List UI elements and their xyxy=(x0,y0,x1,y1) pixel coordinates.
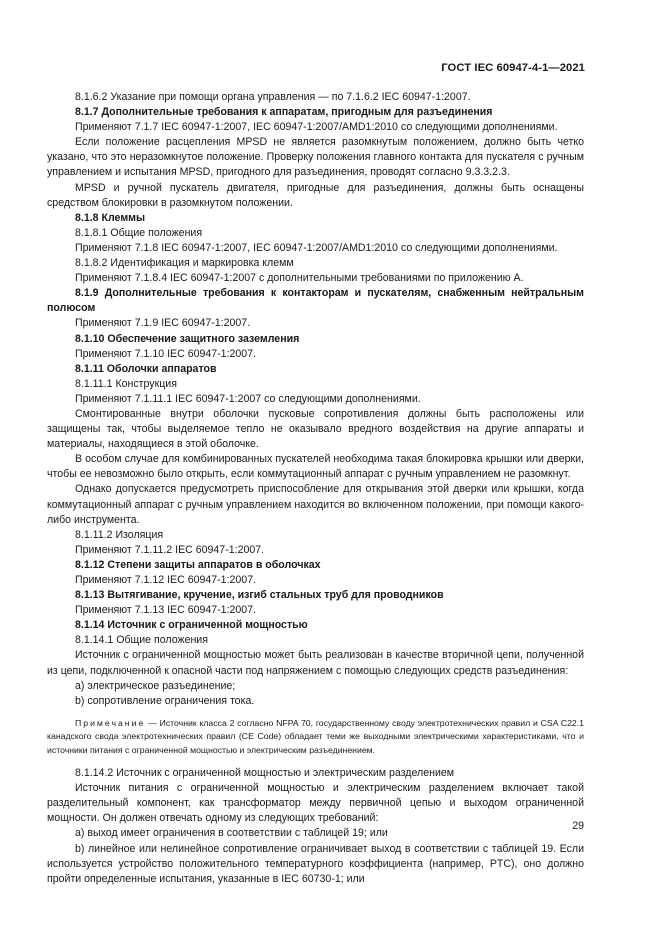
note-label: Примечание xyxy=(75,717,146,728)
paragraph: Однако допускается предусмотреть приспособление для открывания этой дверки или крышки, когда коммутационный аппарат с ручным управлением находится во включенном положении, при помощи какого-либо инструмента. xyxy=(47,483,584,526)
paragraph: Если положение расцепления MPSD не является разомкнутым положением, должно быть четко указано, что это неразомкнутое положение. Проверку положения главного контакта для пускателя с ручным управлением и испытания MPSD, пригодного для разъединения, проводят согласно 9.3.3.2.3. xyxy=(47,136,584,179)
paragraph: Применяют 7.1.9 IEC 60947-1:2007. xyxy=(75,317,251,330)
section-heading: 8.1.10 Обеспечение защитного заземления xyxy=(75,332,300,345)
subsection-heading: 8.1.14.1 Общие положения xyxy=(75,634,208,647)
list-item: b) линейное или нелинейное сопротивление ограничивает выход в соответствии с таблицей 19. Если используется устройство положительного температурного коэффициента (например, PTC), оно должно пройти определенные испытания, указанные в IEC 60730-1; или xyxy=(47,842,584,885)
list-item: b) сопротивление ограничения тока. xyxy=(75,694,255,707)
section-heading: 8.1.12 Степени защиты аппаратов в оболочках xyxy=(75,558,321,571)
paragraph: В особом случае для комбинированных пускателей необходима такая блокировка крышки или дверки, чтобы ее невозможно было открыть, если коммутационный аппарат с ручным управлением не разомкнут. xyxy=(47,453,584,481)
paragraph: Применяют 7.1.8 IEC 60947-1:2007, IEC 60947-1:2007/AMD1:2010 со следующими дополнениями. xyxy=(75,241,558,254)
subsection-heading: 8.1.11.2 Изоляция xyxy=(75,528,164,541)
subsection-heading: 8.1.14.2 Источник с ограниченной мощностью и электрическим разделением xyxy=(75,767,455,780)
paragraph: Источник питания с ограниченной мощностью и электрическим разделением включает такой разделительный компонент, как трансформатор между первичной цепью и выходом ограниченной мощности. Он должен отвечать одному из следующих требований: xyxy=(47,782,584,825)
paragraph: MPSD и ручной пускатель двигателя, пригодные для разъединения, должны быть оснащены средством блокировки в разомкнутом положении. xyxy=(47,181,584,209)
paragraph: Источник с ограниченной мощностью может быть реализован в качестве вторичной цепи, полученной из цепи, подключенной к опасной части под напряжением с помощью следующих средств разъединения: xyxy=(47,649,584,677)
paragraph: Применяют 7.1.11.2 IEC 60947-1:2007. xyxy=(75,543,265,556)
section-heading: 8.1.14 Источник с ограниченной мощностью xyxy=(75,619,308,632)
section-heading: 8.1.9 Дополнительные требования к контакторам и пускателям, снабженным нейтральным полюсом xyxy=(47,287,584,315)
list-item: а) электрическое разъединение; xyxy=(75,679,236,692)
paragraph: Применяют 7.1.7 IEC 60947-1:2007, IEC 60947-1:2007/AMD1:2010 со следующими дополнениями. xyxy=(75,121,558,134)
paragraph: Применяют 7.1.13 IEC 60947-1:2007. xyxy=(75,604,257,617)
section-heading: 8.1.8 Клеммы xyxy=(75,211,146,224)
paragraph: 8.1.6.2 Указание при помощи органа управления — по 7.1.6.2 IEC 60947-1:2007. xyxy=(75,91,471,103)
section-heading: 8.1.7 Дополнительные требования к аппаратам, пригодным для разъединения xyxy=(75,106,493,119)
subsection-heading: 8.1.8.2 Идентификация и маркировка клемм xyxy=(75,257,294,270)
subsection-heading: 8.1.11.1 Конструкция xyxy=(75,377,177,390)
page-number: 29 xyxy=(572,820,584,832)
list-item: а) выход имеет ограничения в соответствии с таблицей 19; или xyxy=(75,827,388,840)
page-body xyxy=(47,90,584,887)
standard-header: ГОСТ IEC 60947-4-1—2021 xyxy=(441,62,585,74)
paragraph: Смонтированные внутри оболочки пусковые сопротивления должны быть расположены или защищены так, чтобы выделяемое тепло не оказывало вредного воздействия на другие аппараты и материалы, находящиеся в этой оболочке. xyxy=(47,407,584,451)
paragraph: Применяют 7.1.11.1 IEC 60947-1:2007 со следующими дополнениями. xyxy=(75,392,421,405)
note xyxy=(47,717,584,757)
section-heading: 8.1.11 Оболочки аппаратов xyxy=(75,362,217,375)
paragraph: Применяют 7.1.12 IEC 60947-1:2007. xyxy=(75,574,257,586)
note-text: — Источник класса 2 согласно NFPA 70, государственному своду электротехнических правил и CSA C22.1 канадского свода электротехнических правил (CE Code) обладает теми же выходными электрическими характеристиками, что и источники питания с ограниченной мощностью и электрическим разъединением. xyxy=(47,717,584,755)
paragraph: Применяют 7.1.8.4 IEC 60947-1:2007 с дополнительными требованиями по приложению А. xyxy=(75,272,524,285)
paragraph: Применяют 7.1.10 IEC 60947-1:2007. xyxy=(75,347,257,360)
section-heading: 8.1.13 Вытягивание, кручение, изгиб стальных труб для проводников xyxy=(75,589,444,602)
subsection-heading: 8.1.8.1 Общие положения xyxy=(75,226,203,239)
